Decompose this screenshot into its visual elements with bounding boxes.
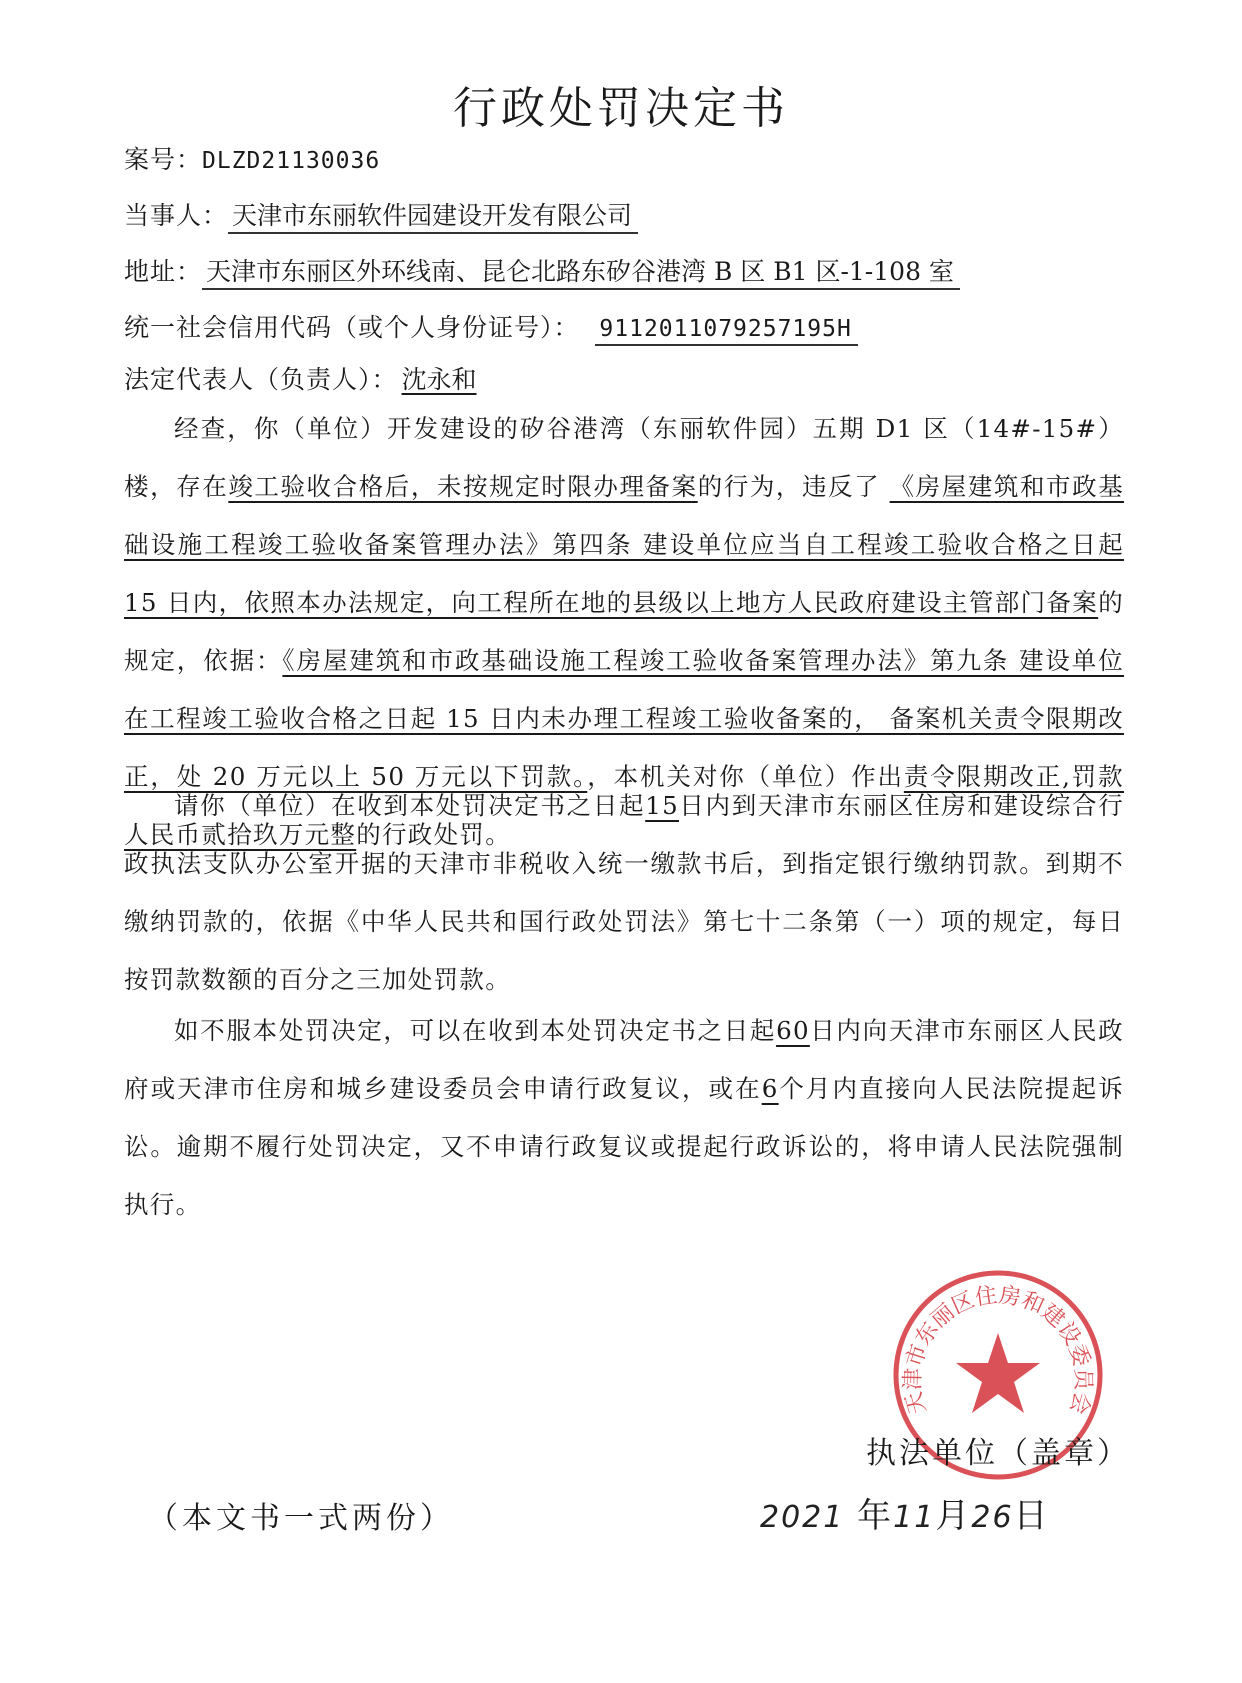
party-field bbox=[124, 196, 638, 232]
signature-label: 执法单位（盖章） bbox=[866, 1436, 1130, 1471]
star-icon bbox=[956, 1333, 1040, 1413]
violated-regulation-text: 《房屋建筑和市政基础设施工程竣工验收备案管理办法》第四条 建设单位应当自工程竣工验收合格之日起 15 日内，依照本办法规定，向工程所在地的县级以上地方人民政府建设主管部门备案 bbox=[124, 472, 1125, 617]
credit-code-field bbox=[124, 308, 858, 344]
payment-days: 15 bbox=[645, 791, 679, 820]
date-month: 11 bbox=[893, 1500, 936, 1535]
date-month-suffix: 月 bbox=[935, 1496, 972, 1536]
credit-code-label: 统一社会信用代码（或个人身份证号）： bbox=[124, 313, 580, 342]
legal-rep-value: 沈永和 bbox=[401, 365, 477, 394]
payment-paragraph bbox=[124, 777, 1124, 1009]
credit-code-value: 9112011079257195H bbox=[595, 316, 857, 346]
signing-date bbox=[760, 1488, 1050, 1537]
appeal-paragraph bbox=[124, 1002, 1124, 1234]
copies-note: （本文书一式两份） bbox=[148, 1501, 454, 1536]
penalty-amount-text: 责令限期改正,罚款人民币贰拾玖万元整 bbox=[124, 762, 1124, 849]
legal-rep-label: 法定代表人（负责人）： bbox=[124, 365, 398, 394]
findings-text: 经查，你（单位）开发建设的矽谷港湾（东丽软件园）五期 D1 区（14#-15#）楼，存在 bbox=[124, 414, 1124, 501]
appeal-text-start: 如不服本处罚决定，可以在收到本处罚决定书之日起 bbox=[174, 1016, 777, 1045]
party-label: 当事人： bbox=[124, 201, 229, 230]
address-label: 地址： bbox=[124, 257, 203, 286]
payment-text-rest: 日内到天津市东丽区住房和建设综合行政执法支队办公室开据的天津市非税收入统一缴款书后，到指定银行缴纳罚款。到期不缴纳罚款的，依据《中华人民共和国行政处罚法》第七十二条第（一）项的规定，每日按罚款数额的百分之三加处罚款。 bbox=[124, 791, 1124, 994]
date-day: 26 bbox=[971, 1500, 1014, 1535]
legal-rep-field bbox=[124, 360, 483, 396]
findings-connector: 的行为，违反了 bbox=[697, 472, 890, 501]
seal-text: 天津市东丽区住房和建设委员会 bbox=[900, 1283, 1096, 1417]
case-number-field bbox=[124, 140, 380, 176]
penalty-basis-text: 《房屋建筑和市政基础设施工程竣工验收备案管理办法》第九条 建设单位在工程竣工验收合格之日起 15 日内未办理工程竣工验收备案的， 备案机关责令限期改正，处 20 万元以上 50 万元以下罚款。 bbox=[124, 646, 1124, 791]
payment-text-start: 请你（单位）在收到本处罚决定书之日起 bbox=[174, 791, 646, 820]
appeal-text-mid: 日内向天津市东丽区人民政府或天津市住房和城乡建设委员会申请行政复议，或在 bbox=[124, 1016, 1124, 1103]
address-field bbox=[124, 252, 960, 288]
party-value: 天津市东丽软件园建设开发有限公司 bbox=[228, 201, 638, 234]
document-title: 行政处罚决定书 bbox=[453, 83, 789, 134]
violation-text: 竣工验收合格后，未按规定时限办理备案 bbox=[228, 472, 698, 501]
date-year-suffix: 年 bbox=[857, 1496, 894, 1536]
case-number-value: DLZD21130036 bbox=[202, 148, 381, 174]
decision-connector: ，本机关对你（单位）作出 bbox=[587, 762, 904, 791]
decision-ending: 的行政处罚。 bbox=[356, 820, 512, 849]
date-year: 2021 bbox=[760, 1500, 845, 1535]
date-day-suffix: 日 bbox=[1013, 1496, 1050, 1536]
appeal-days: 60 bbox=[776, 1016, 810, 1045]
basis-connector: 的规定，依据： bbox=[124, 588, 1124, 675]
lawsuit-months: 6 bbox=[761, 1074, 779, 1103]
address-value: 天津市东丽区外环线南、昆仑北路东矽谷港湾 B 区 B1 区-1-108 室 bbox=[202, 257, 960, 290]
appeal-text-end: 个月内直接向人民法院提起诉讼。逾期不履行处罚决定，又不申请行政复议或提起行政诉讼的，将申请人民法院强制执行。 bbox=[124, 1074, 1124, 1219]
case-number-label: 案号： bbox=[124, 145, 203, 174]
